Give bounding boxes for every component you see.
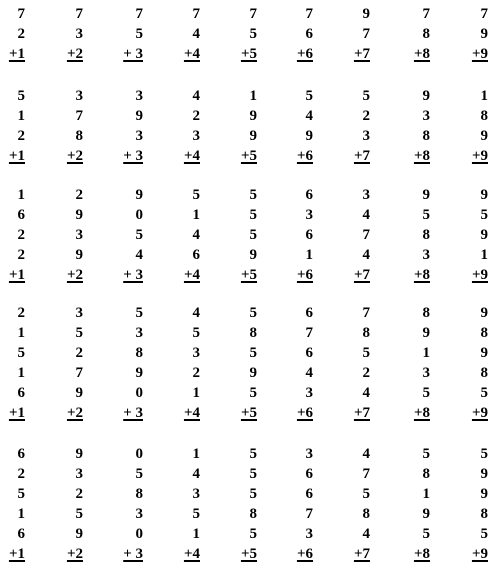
addend-number: 3: [362, 128, 370, 144]
addend-number: 7: [17, 6, 25, 22]
addend-number: 5: [17, 88, 25, 104]
addend-number: 8: [362, 325, 370, 341]
addend-number: 9: [480, 466, 488, 482]
addend-number: 3: [305, 526, 313, 542]
addition-problem: [448, 86, 488, 166]
addition-problem: [448, 444, 488, 564]
addend-number: 9: [480, 305, 488, 321]
addend-number: 5: [249, 345, 257, 361]
addend-number: 5: [192, 187, 200, 203]
addend-number: 5: [75, 506, 83, 522]
underlined-addend: +8: [413, 148, 430, 164]
addition-problem: [0, 303, 25, 423]
underlined-addend: +7: [353, 46, 370, 62]
underlined-addend: + 3: [123, 148, 143, 164]
addition-problem: [43, 444, 83, 564]
underlined-addend: +4: [183, 267, 200, 283]
addend-number: 2: [75, 345, 83, 361]
addend-number: 7: [305, 506, 313, 522]
addend-number: 9: [422, 325, 430, 341]
underlined-addend: +8: [413, 46, 430, 62]
addend-number: 3: [75, 88, 83, 104]
addend-number: 8: [422, 128, 430, 144]
addition-problem: [217, 185, 257, 285]
underlined-addend: +9: [471, 46, 488, 62]
addend-number: 2: [362, 108, 370, 124]
addend-number: 3: [135, 128, 143, 144]
addend-number: 6: [17, 207, 25, 223]
addend-number: 5: [192, 506, 200, 522]
underlined-addend: +2: [66, 546, 83, 562]
addend-number: 8: [480, 108, 488, 124]
addition-problem: [273, 4, 313, 64]
addend-number: 7: [362, 466, 370, 482]
addend-number: 2: [17, 128, 25, 144]
addend-number: 9: [75, 247, 83, 263]
addend-number: 4: [192, 227, 200, 243]
addend-number: 1: [422, 486, 430, 502]
addend-number: 5: [192, 325, 200, 341]
addend-number: 9: [135, 108, 143, 124]
addition-problem: [390, 86, 430, 166]
addend-number: 5: [249, 446, 257, 462]
addend-number: 9: [75, 385, 83, 401]
underlined-addend: +4: [183, 148, 200, 164]
addend-number: 5: [135, 227, 143, 243]
addend-number: 8: [249, 506, 257, 522]
addend-number: 4: [305, 108, 313, 124]
addend-number: 5: [362, 486, 370, 502]
addend-number: 2: [75, 486, 83, 502]
addend-number: 6: [305, 26, 313, 42]
addition-problem: [390, 185, 430, 285]
addend-number: 8: [249, 325, 257, 341]
addend-number: 9: [422, 506, 430, 522]
addend-number: 5: [422, 526, 430, 542]
addend-number: 9: [249, 247, 257, 263]
addend-number: 7: [422, 6, 430, 22]
addend-number: 5: [422, 207, 430, 223]
underlined-addend: +5: [240, 546, 257, 562]
addition-problem: [273, 303, 313, 423]
underlined-addend: +9: [471, 546, 488, 562]
addend-number: 3: [362, 187, 370, 203]
underlined-addend: +4: [183, 46, 200, 62]
addend-number: 9: [249, 128, 257, 144]
addend-number: 5: [249, 26, 257, 42]
addend-number: 3: [422, 365, 430, 381]
addend-number: 1: [17, 365, 25, 381]
addend-number: 5: [249, 207, 257, 223]
addend-number: 3: [75, 227, 83, 243]
addition-problem: [103, 444, 143, 564]
addend-number: 1: [192, 207, 200, 223]
addend-number: 3: [305, 207, 313, 223]
addend-number: 8: [422, 26, 430, 42]
addend-number: 5: [135, 466, 143, 482]
addend-number: 5: [422, 446, 430, 462]
underlined-addend: +6: [296, 46, 313, 62]
addend-number: 2: [192, 108, 200, 124]
addend-number: 5: [480, 385, 488, 401]
underlined-addend: + 3: [123, 267, 143, 283]
addend-number: 7: [362, 305, 370, 321]
addend-number: 2: [192, 365, 200, 381]
addend-number: 9: [75, 446, 83, 462]
addition-problem: [330, 185, 370, 285]
addend-number: 8: [480, 506, 488, 522]
addend-number: 5: [362, 345, 370, 361]
addition-problem: [390, 4, 430, 64]
underlined-addend: + 3: [123, 46, 143, 62]
addend-number: 6: [17, 385, 25, 401]
addend-number: 9: [480, 227, 488, 243]
addend-number: 8: [75, 128, 83, 144]
addend-number: 9: [135, 365, 143, 381]
underlined-addend: +9: [471, 405, 488, 421]
addition-problem: [160, 185, 200, 285]
addend-number: 1: [17, 325, 25, 341]
underlined-addend: +7: [353, 405, 370, 421]
addition-problem: [330, 444, 370, 564]
addend-number: 7: [75, 365, 83, 381]
underlined-addend: +5: [240, 46, 257, 62]
addend-number: 4: [362, 207, 370, 223]
underlined-addend: +2: [66, 267, 83, 283]
addend-number: 7: [75, 6, 83, 22]
addend-number: 1: [249, 88, 257, 104]
addend-number: 9: [75, 207, 83, 223]
underlined-addend: +6: [296, 148, 313, 164]
addition-problem: [390, 444, 430, 564]
addend-number: 8: [422, 227, 430, 243]
addition-problem: [43, 303, 83, 423]
underlined-addend: +4: [183, 546, 200, 562]
addend-number: 5: [249, 187, 257, 203]
addition-problem: [330, 86, 370, 166]
underlined-addend: +9: [471, 148, 488, 164]
underlined-addend: +6: [296, 405, 313, 421]
addend-number: 1: [192, 446, 200, 462]
addition-problem: [0, 444, 25, 564]
underlined-addend: +8: [413, 546, 430, 562]
underlined-addend: +2: [66, 405, 83, 421]
addend-number: 5: [362, 88, 370, 104]
underlined-addend: +1: [8, 267, 25, 283]
addend-number: 3: [192, 486, 200, 502]
addend-number: 1: [422, 345, 430, 361]
addition-problem: [390, 303, 430, 423]
addend-number: 6: [305, 466, 313, 482]
addition-problem: [0, 86, 25, 166]
underlined-addend: +5: [240, 405, 257, 421]
addend-number: 5: [249, 486, 257, 502]
addend-number: 5: [249, 526, 257, 542]
addend-number: 4: [362, 446, 370, 462]
underlined-addend: +6: [296, 267, 313, 283]
addend-number: 8: [422, 466, 430, 482]
addend-number: 3: [305, 385, 313, 401]
addend-number: 6: [305, 345, 313, 361]
addition-problem: [43, 185, 83, 285]
addition-problem: [0, 4, 25, 64]
underlined-addend: +2: [66, 148, 83, 164]
addend-number: 3: [422, 108, 430, 124]
addition-problem: [103, 4, 143, 64]
addend-number: 4: [192, 466, 200, 482]
addend-number: 7: [305, 6, 313, 22]
addend-number: 3: [192, 128, 200, 144]
addend-number: 5: [75, 325, 83, 341]
addition-problem: [103, 303, 143, 423]
underlined-addend: +1: [8, 405, 25, 421]
addend-number: 1: [480, 247, 488, 263]
addend-number: 4: [192, 305, 200, 321]
underlined-addend: +5: [240, 267, 257, 283]
addend-number: 3: [135, 506, 143, 522]
underlined-addend: +8: [413, 267, 430, 283]
addend-number: 7: [75, 108, 83, 124]
addend-number: 2: [362, 365, 370, 381]
addend-number: 8: [480, 365, 488, 381]
addition-problem: [330, 303, 370, 423]
addend-number: 3: [135, 88, 143, 104]
addend-number: 1: [305, 247, 313, 263]
addend-number: 2: [17, 247, 25, 263]
underlined-addend: +7: [353, 148, 370, 164]
addend-number: 3: [135, 325, 143, 341]
addition-problem: [217, 4, 257, 64]
addition-problem: [0, 185, 25, 285]
addend-number: 2: [17, 305, 25, 321]
addend-number: 7: [362, 26, 370, 42]
addend-number: 9: [249, 108, 257, 124]
addend-number: 8: [362, 506, 370, 522]
underlined-addend: +1: [8, 148, 25, 164]
addend-number: 6: [305, 187, 313, 203]
underlined-addend: +1: [8, 46, 25, 62]
addend-number: 9: [480, 486, 488, 502]
addend-number: 0: [135, 526, 143, 542]
addend-number: 5: [135, 26, 143, 42]
addition-problem: [217, 303, 257, 423]
addition-problem: [330, 4, 370, 64]
addend-number: 3: [305, 446, 313, 462]
addend-number: 4: [362, 385, 370, 401]
underlined-addend: +2: [66, 46, 83, 62]
addend-number: 5: [480, 526, 488, 542]
underlined-addend: +7: [353, 546, 370, 562]
addend-number: 6: [192, 247, 200, 263]
addition-problem: [448, 4, 488, 64]
addend-number: 4: [135, 247, 143, 263]
addend-number: 5: [17, 345, 25, 361]
underlined-addend: +9: [471, 267, 488, 283]
addend-number: 3: [75, 26, 83, 42]
addition-problem: [448, 185, 488, 285]
addend-number: 6: [305, 227, 313, 243]
addend-number: 1: [192, 385, 200, 401]
addend-number: 3: [192, 345, 200, 361]
addend-number: 5: [249, 305, 257, 321]
addend-number: 1: [17, 187, 25, 203]
addend-number: 1: [17, 108, 25, 124]
addition-problem: [160, 86, 200, 166]
addend-number: 1: [192, 526, 200, 542]
addend-number: 1: [480, 88, 488, 104]
addend-number: 9: [480, 26, 488, 42]
addend-number: 5: [305, 88, 313, 104]
addend-number: 7: [480, 6, 488, 22]
underlined-addend: +4: [183, 405, 200, 421]
addend-number: 0: [135, 446, 143, 462]
addend-number: 3: [75, 305, 83, 321]
addend-number: 9: [422, 187, 430, 203]
underlined-addend: + 3: [123, 405, 143, 421]
addend-number: 5: [249, 385, 257, 401]
underlined-addend: + 3: [123, 546, 143, 562]
addition-problem: [448, 303, 488, 423]
addend-number: 9: [422, 88, 430, 104]
addend-number: 3: [75, 466, 83, 482]
addend-number: 0: [135, 385, 143, 401]
addend-number: 7: [249, 6, 257, 22]
addition-problem: [217, 86, 257, 166]
addend-number: 7: [362, 227, 370, 243]
addend-number: 5: [480, 207, 488, 223]
addend-number: 9: [249, 365, 257, 381]
addition-problem: [43, 86, 83, 166]
addend-number: 9: [362, 6, 370, 22]
addend-number: 7: [192, 6, 200, 22]
addend-number: 7: [135, 6, 143, 22]
addend-number: 7: [305, 325, 313, 341]
addend-number: 6: [305, 305, 313, 321]
addend-number: 4: [192, 88, 200, 104]
addend-number: 8: [480, 325, 488, 341]
addend-number: 2: [17, 227, 25, 243]
addend-number: 5: [480, 446, 488, 462]
addend-number: 6: [17, 446, 25, 462]
addend-number: 4: [362, 247, 370, 263]
addition-problem: [160, 4, 200, 64]
addend-number: 9: [480, 187, 488, 203]
addend-number: 8: [135, 345, 143, 361]
addend-number: 5: [249, 466, 257, 482]
underlined-addend: +8: [413, 405, 430, 421]
addend-number: 2: [17, 26, 25, 42]
addition-problem: [273, 185, 313, 285]
addend-number: 5: [17, 486, 25, 502]
addition-problem: [103, 86, 143, 166]
underlined-addend: +6: [296, 546, 313, 562]
addend-number: 2: [17, 466, 25, 482]
addend-number: 5: [422, 385, 430, 401]
addend-number: 2: [75, 187, 83, 203]
addition-problem: [103, 185, 143, 285]
addend-number: 4: [192, 26, 200, 42]
addend-number: 5: [135, 305, 143, 321]
addend-number: 8: [135, 486, 143, 502]
addend-number: 5: [249, 227, 257, 243]
underlined-addend: +1: [8, 546, 25, 562]
addend-number: 0: [135, 207, 143, 223]
underlined-addend: +5: [240, 148, 257, 164]
addend-number: 3: [422, 247, 430, 263]
addend-number: 9: [135, 187, 143, 203]
underlined-addend: +7: [353, 267, 370, 283]
addend-number: 8: [422, 305, 430, 321]
addend-number: 4: [305, 365, 313, 381]
addend-number: 9: [75, 526, 83, 542]
addend-number: 9: [480, 345, 488, 361]
addend-number: 4: [362, 526, 370, 542]
addition-problem: [160, 444, 200, 564]
addend-number: 1: [17, 506, 25, 522]
addition-problem: [217, 444, 257, 564]
addend-number: 9: [480, 128, 488, 144]
addend-number: 6: [305, 486, 313, 502]
addition-problem: [43, 4, 83, 64]
addition-problem: [160, 303, 200, 423]
addend-number: 9: [305, 128, 313, 144]
addition-problem: [273, 444, 313, 564]
addition-problem: [273, 86, 313, 166]
addend-number: 6: [17, 526, 25, 542]
